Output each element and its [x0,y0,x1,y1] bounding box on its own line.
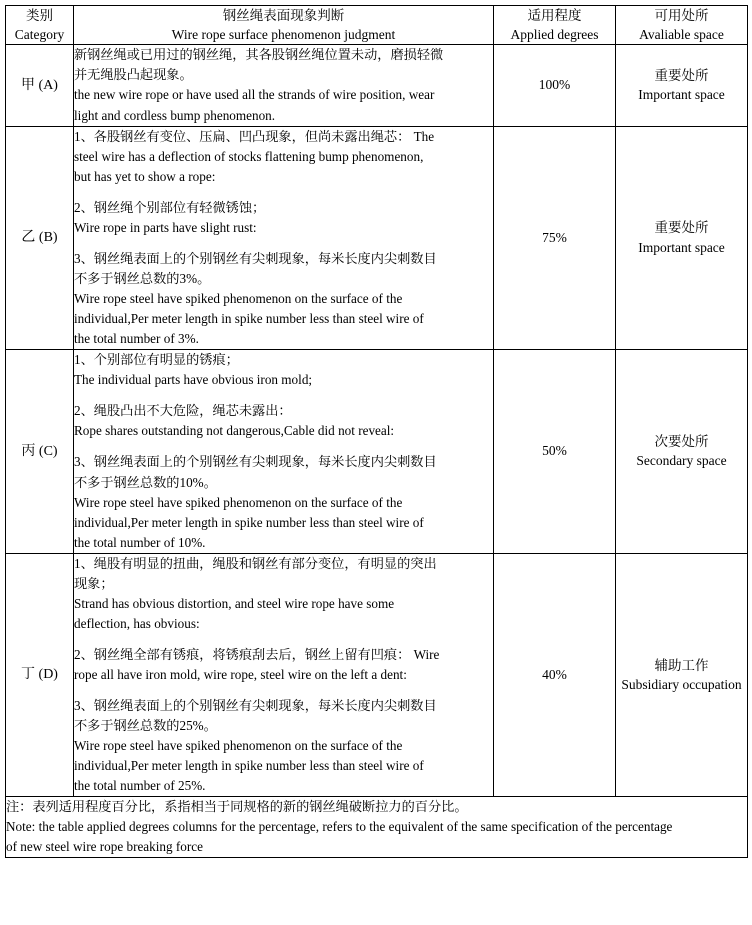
table-note [6,797,748,857]
header-applied-degrees-zh: 适用程度 [527,8,582,23]
description-line: 1、各股钢丝有变位、压扁、凹凸现象，但尚未露出绳芯： The [74,128,435,144]
description-line: 1、绳股有明显的扭曲，绳股和钢丝有部分变位，有明显的突出 [74,555,437,571]
header-available-space-en: Avaliable space [639,27,724,43]
header-applied-degrees [494,6,616,45]
description-line: light and cordless bump phenomenon. [74,107,276,123]
description-line: Wire rope steel have spiked phenomenon on the surface of the [74,291,403,306]
available-space-en: Secondary space [636,453,727,469]
description-line: 2、绳股凸出不大危险，绳芯未露出： [74,403,292,419]
header-description-en: Wire rope surface phenomenon judgment [171,27,396,43]
row-description [74,45,494,126]
header-available-space-zh: 可用处所 [654,8,709,23]
row-applied-degree: 75% [494,126,616,350]
description-line: 并无绳股凸起现象。 [74,67,193,83]
wire-rope-condition-table [5,5,748,858]
description-line: 1、个别部位有明显的锈痕； [74,352,239,368]
available-space-zh: 重要处所 [654,220,709,236]
description-line: but has yet to show a rope: [74,168,216,184]
header-category-en: Category [14,27,65,43]
description-line: The individual parts have obvious iron mold; [74,372,313,388]
description-line: the total number of 3%. [74,331,199,347]
description-paragraph [74,45,493,125]
available-space-zh: 重要处所 [654,67,709,83]
description-paragraph [74,645,493,685]
description-line: Rope shares outstanding not dangerous,Cable did not reveal: [74,423,395,439]
description-line: the total number of 10%. [74,534,206,550]
note-line-en-2: of new steel wire rope breaking force [6,839,203,855]
description-line: 3、钢丝绳表面上的个别钢丝有尖刺现象，每米长度内尖刺数目 [74,250,437,266]
row-category: 丁 (D) [6,553,74,797]
description-line: Wire rope steel have spiked phenomenon on the surface of the [74,738,403,754]
row-description [74,350,494,554]
description-line: the total number of 25%. [74,778,206,794]
description-paragraph [74,350,493,390]
description-line: Wire rope in parts have slight rust: [74,219,257,235]
description-paragraph [74,452,493,552]
table-note-row [6,797,748,857]
row-available-space [616,350,748,554]
description-paragraph [74,401,493,441]
header-description [74,6,494,45]
available-space-en: Important space [638,239,725,255]
row-applied-degree: 100% [494,45,616,126]
description-paragraph [74,696,493,796]
description-line: individual,Per meter length in spike number less than steel wire of [74,758,424,774]
table-row [6,553,748,797]
row-description [74,553,494,797]
description-line: 2、钢丝绳个别部位有轻微锈蚀； [74,199,266,215]
table-row [6,45,748,126]
description-line: Wire rope steel have spiked phenomenon on the surface of the [74,494,403,510]
description-line: 不多于钢丝总数的10%。 [74,474,217,490]
header-applied-degrees-en: Applied degrees [510,27,599,43]
description-line: 新钢丝绳或已用过的钢丝绳，其各股钢丝绳位置未动，磨损轻微 [74,47,444,63]
table-row [6,350,748,554]
available-space-en: Important space [638,87,725,103]
row-available-space [616,553,748,797]
description-line: 现象； [74,575,114,591]
description-paragraph [74,127,493,187]
description-line: 3、钢丝绳表面上的个别钢丝有尖刺现象，每米长度内尖刺数目 [74,454,437,470]
note-line-zh: 注：表列适用程度百分比，系指相当于同规格的新的钢丝绳破断拉力的百分比。 [6,799,468,815]
description-line: individual,Per meter length in spike number less than steel wire of [74,311,424,327]
available-space-en: Subsidiary occupation [621,677,742,693]
description-line: Strand has obvious distortion, and steel wire rope have some [74,595,395,611]
header-category [6,6,74,45]
description-line: rope all have iron mold, wire rope, steel wire on the left a dent: [74,667,407,683]
description-line: 2、钢丝绳全部有锈痕，将锈痕刮去后，钢丝上留有凹痕： Wire [74,647,440,662]
description-line: individual,Per meter length in spike number less than steel wire of [74,514,424,530]
table-header-row [6,6,748,45]
row-category: 甲 (A) [6,45,74,126]
row-description [74,126,494,350]
header-description-zh: 钢丝绳表面现象判断 [222,8,345,23]
row-available-space [616,45,748,126]
row-category: 丙 (C) [6,350,74,554]
table-row [6,126,748,350]
description-paragraph [74,249,493,349]
row-available-space [616,126,748,350]
note-line-en-1: Note: the table applied degrees columns for the percentage, refers to the equivalent of the same specification of the percentage [6,819,673,835]
row-category: 乙 (B) [6,126,74,350]
description-line: 3、钢丝绳表面上的个别钢丝有尖刺现象，每米长度内尖刺数目 [74,698,437,714]
header-available-space [616,6,748,45]
row-applied-degree: 50% [494,350,616,554]
description-paragraph [74,198,493,238]
description-line: steel wire has a deflection of stocks flattening bump phenomenon, [74,148,424,164]
description-paragraph [74,554,493,634]
description-line: deflection, has obvious: [74,615,200,631]
description-line: 不多于钢丝总数的3%。 [74,270,211,286]
available-space-zh: 辅助工作 [654,657,709,673]
description-line: 不多于钢丝总数的25%。 [74,718,217,734]
row-applied-degree: 40% [494,553,616,797]
available-space-zh: 次要处所 [654,433,709,449]
description-line: the new wire rope or have used all the strands of wire position, wear [74,87,435,103]
header-category-zh: 类别 [26,8,53,23]
